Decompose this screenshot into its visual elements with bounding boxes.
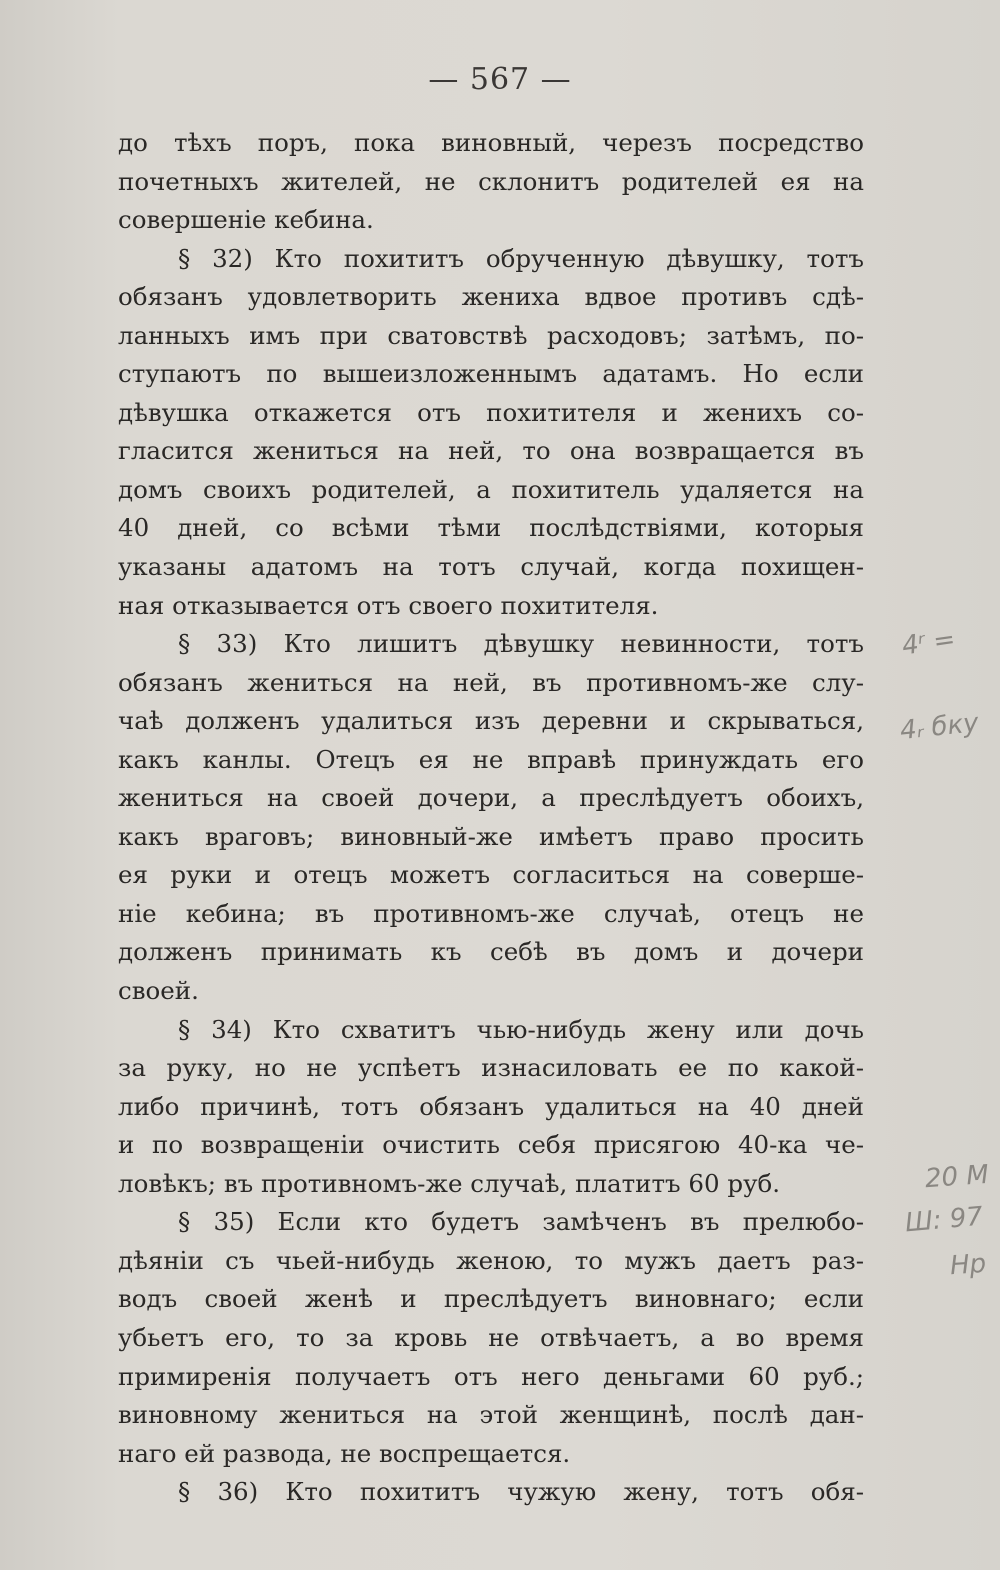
- text-line: какъ враговъ; виновный-же имѣетъ право просить: [118, 821, 864, 851]
- text-line: ловѣкъ; въ противномъ-же случаѣ, платитъ 60 руб.: [118, 1168, 781, 1198]
- text-line: домъ своихъ родителей, а похититель удаляется на: [118, 474, 864, 504]
- text-line: обязанъ удовлетворить жениха вдвое противъ сдѣ-: [118, 282, 864, 312]
- text-line: совершеніе кебина.: [118, 205, 374, 235]
- text-line: дѣвушка откажется отъ похитителя и женихъ со-: [118, 397, 864, 427]
- text-line: гласится жениться на ней, то она возвращается въ: [118, 436, 864, 466]
- text-line: ея руки и отецъ можетъ согласиться на соверше-: [118, 860, 864, 890]
- text-line: § 34) Кто схватитъ чью-нибудь жену или дочь: [178, 1014, 864, 1044]
- margin-note: 4ʳ =: [900, 624, 958, 662]
- text-line: либо причинѣ, тотъ обязанъ удалиться на 40 дней: [118, 1091, 864, 1121]
- text-line: ная отказывается отъ своего похитителя.: [118, 590, 659, 620]
- text-line: за руку, но не успѣетъ изнасиловать ее по какой-: [118, 1053, 864, 1083]
- text-line: § 32) Кто похититъ обрученную дѣвушку, тотъ: [178, 243, 864, 273]
- text-line: какъ канлы. Отецъ ея не вправѣ принуждать его: [118, 744, 864, 774]
- margin-note: Нр: [948, 1248, 988, 1282]
- text-line: и по возвращеніи очистить себя присягою 40-ка че-: [118, 1130, 864, 1160]
- text-line: указаны адатомъ на тотъ случай, когда похищен-: [118, 552, 864, 582]
- text-line: чаѣ долженъ удалиться изъ деревни и скрываться,: [118, 706, 864, 736]
- text-line: водъ своей женѣ и преслѣдуетъ виновнаго; если: [118, 1284, 864, 1314]
- text-line: обязанъ жениться на ней, въ противномъ-же слу-: [118, 667, 864, 697]
- text-line: виновному жениться на этой женщинѣ, послѣ дан-: [118, 1400, 864, 1430]
- text-line: § 36) Кто похититъ чужую жену, тотъ обя-: [178, 1477, 864, 1507]
- text-line: ланныхъ имъ при сватовствѣ расходовъ; затѣмъ, по-: [118, 320, 864, 350]
- text-line: почетныхъ жителей, не склонитъ родителей ея на: [118, 166, 864, 196]
- margin-note: 4ᵣ бку: [898, 707, 981, 747]
- text-line: наго ей развода, не воспрещается.: [118, 1438, 571, 1468]
- margin-note: 20 M: [924, 1159, 990, 1195]
- text-line: до тѣхъ поръ, пока виновный, черезъ посредство: [118, 128, 864, 157]
- text-line: убьетъ его, то за кровь не отвѣчаетъ, а во время: [118, 1322, 864, 1352]
- body-text: [118, 124, 864, 1512]
- text-line: своей.: [118, 976, 199, 1006]
- text-line: жениться на своей дочери, а преслѣдуетъ обоихъ,: [118, 783, 864, 813]
- text-line: ступаютъ по вышеизложеннымъ адатамъ. Но если: [118, 359, 864, 389]
- text-line: дѣяніи съ чьей-нибудь женою, то мужъ даетъ раз-: [118, 1245, 864, 1275]
- text-line: § 33) Кто лишитъ дѣвушку невинности, тотъ: [178, 629, 864, 659]
- text-line: долженъ принимать къ себѣ въ домъ и дочери: [118, 937, 864, 967]
- text-line: ніе кебина; въ противномъ-же случаѣ, отецъ не: [118, 898, 864, 928]
- text-line: примиренія получаетъ отъ него деньгами 60 руб.;: [118, 1361, 864, 1391]
- text-line: 40 дней, со всѣми тѣми послѣдствіями, которыя: [118, 513, 864, 543]
- text-line: § 35) Если кто будетъ замѣченъ въ прелюбо-: [178, 1207, 864, 1237]
- margin-note: Ш: 97: [903, 1201, 985, 1239]
- page-number: — 567 —: [428, 62, 572, 97]
